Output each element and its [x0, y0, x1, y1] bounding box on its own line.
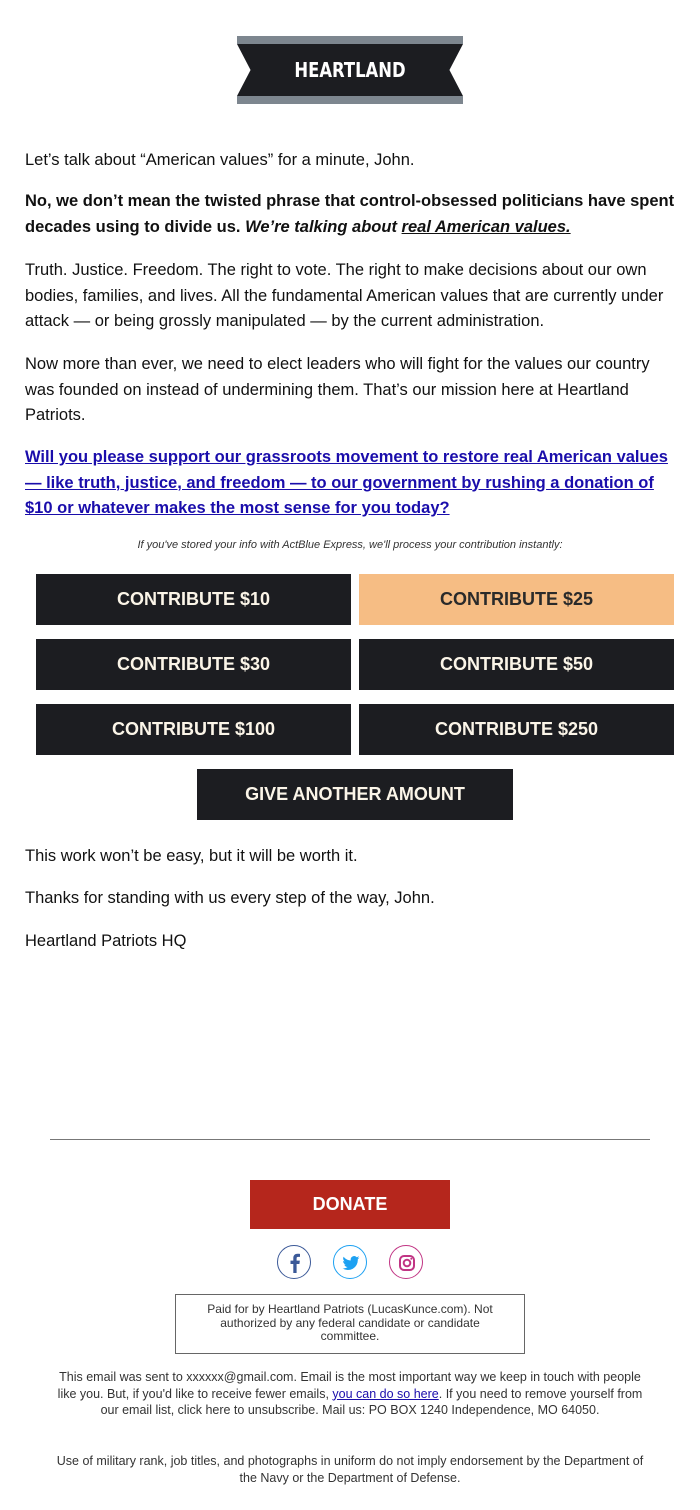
closing-line-2: Thanks for standing with us every step of the way, John.	[25, 889, 435, 907]
logo-text: HEARTLAND PATRIOTS	[294, 58, 406, 134]
values-paragraph: Truth. Justice. Freedom. The right to vote. The right to make decisions about our own bodies, families, and lives. All the fundamental American values that are currently under attack — or being grossly manipulated — by the current administration.	[25, 261, 664, 330]
donate-button[interactable]: DONATE	[250, 1180, 450, 1229]
instagram-icon[interactable]	[389, 1245, 423, 1279]
cta-paragraph	[25, 445, 675, 522]
bold-paragraph	[25, 189, 675, 240]
signature: Heartland Patriots HQ	[25, 932, 187, 950]
paid-for-disclaimer: Paid for by Heartland Patriots (LucasKunce.com). Not authorized by any federal candidate or candidate committee.	[175, 1294, 525, 1354]
fewer-emails-link[interactable]: you can do so here	[332, 1386, 439, 1401]
bold-statement: No, we don’t mean the twisted phrase that control-obsessed politicians have spent decades using to divide us.	[25, 192, 675, 236]
facebook-icon[interactable]	[277, 1245, 311, 1279]
give-another-amount-button[interactable]: GIVE ANOTHER AMOUNT	[197, 769, 513, 820]
actblue-express-note: If you've stored your info with ActBlue Express, we'll process your contribution instantly:	[137, 539, 563, 551]
sent-prefix: This email was sent to	[59, 1370, 183, 1384]
greeting-paragraph: Let’s talk about “American values” for a minute, John.	[25, 151, 415, 169]
contribute-100-button[interactable]: CONTRIBUTE $100	[36, 704, 351, 755]
recipient-email: xxxxxx@gmail.com	[186, 1370, 294, 1384]
real-values-underline: real American values.	[401, 217, 571, 236]
mission-paragraph: Now more than ever, we need to elect leaders who will fight for the values our country was founded on instead of undermining them. That’s our mission here at Heartland Patriots.	[25, 355, 650, 424]
email-sent-notice	[50, 1369, 650, 1419]
contribute-10-button[interactable]: CONTRIBUTE $10	[36, 574, 351, 625]
sent-mid: . Email is the most important way we keep in touch with people like you. But, if you'd like to receive fewer emails,	[57, 1370, 641, 1401]
contribute-50-button[interactable]: CONTRIBUTE $50	[359, 639, 674, 690]
military-disclaimer: Use of military rank, job titles, and photographs in uniform do not imply endorsement by the Department of the Navy or the Department of Defense.	[56, 1454, 644, 1485]
logo-top-bar	[237, 36, 463, 44]
donation-cta-link[interactable]: Will you please support our grassroots movement to restore real American values — like truth, justice, and freedom — to our government by rushing a donation of $10 or whatever makes the most sense for you today?	[25, 448, 668, 517]
contribute-25-button[interactable]: CONTRIBUTE $25	[359, 574, 674, 625]
sent-suffix: . If you need to remove yourself from our email list, click here to unsubscribe. Mail us: PO BOX 1240 Independence, MO 64050.	[100, 1386, 643, 1417]
contribute-30-button[interactable]: CONTRIBUTE $30	[36, 639, 351, 690]
twitter-icon[interactable]	[333, 1245, 367, 1279]
contribute-250-button[interactable]: CONTRIBUTE $250	[359, 704, 674, 755]
italic-statement: We’re talking about	[245, 217, 397, 236]
footer-divider	[50, 1139, 650, 1140]
logo-bottom-bar	[237, 96, 463, 104]
closing-line-1: This work won’t be easy, but it will be worth it.	[25, 847, 358, 865]
heartland-patriots-logo	[237, 36, 463, 134]
